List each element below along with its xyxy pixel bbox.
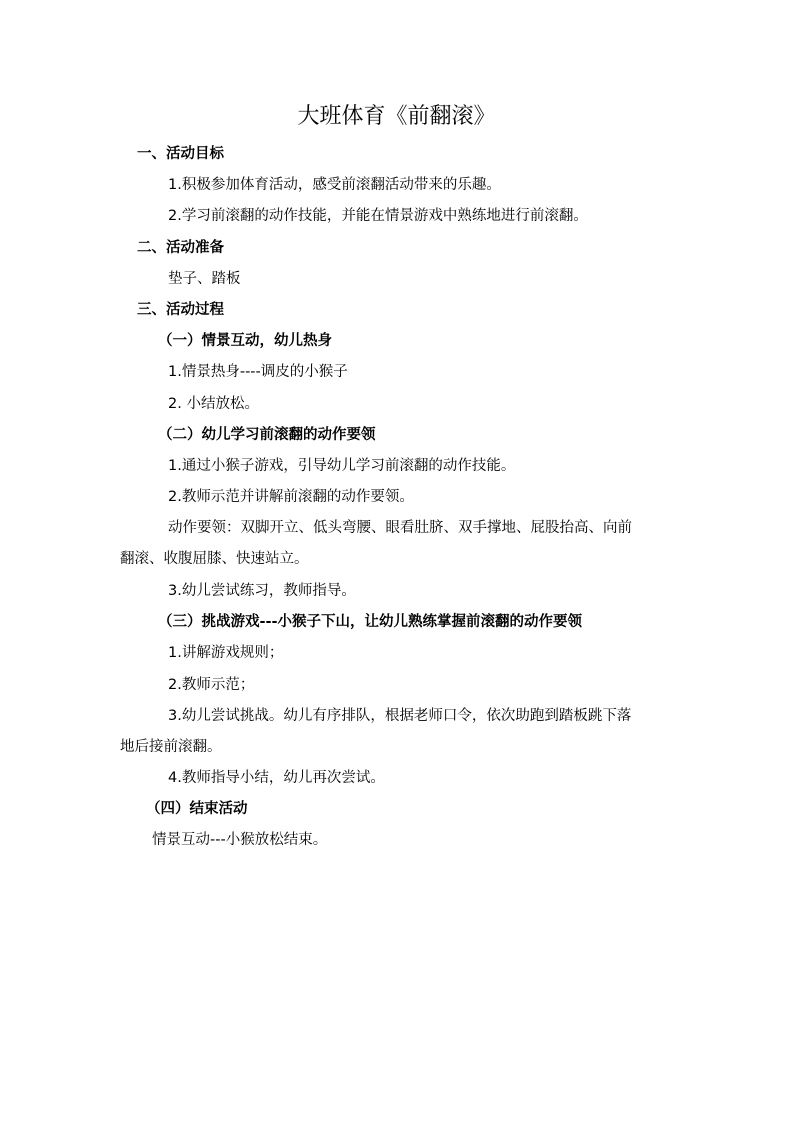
part1-step2: 2. 小结放松。: [168, 396, 259, 412]
part2-step1: 1.通过小猴子游戏，引导幼儿学习前滚翻的动作技能。: [168, 458, 516, 474]
part2-step2: 2.教师示范并讲解前滚翻的动作要领。: [168, 489, 414, 505]
part3-step4: 4.教师指导小结，幼儿再次尝试。: [168, 770, 385, 786]
part3-step3-line1: 3.幼儿尝试挑战。幼儿有序排队，根据老师口令，依次助跑到踏板跳下落: [168, 708, 632, 724]
part2-step3: 3.幼儿尝试练习，教师指导。: [168, 583, 356, 599]
part4-heading: （四）结束活动: [146, 801, 248, 817]
process-heading: 三、活动过程: [137, 302, 224, 318]
goal-1: 1.积极参加体育活动，感受前滚翻活动带来的乐趣。: [168, 177, 501, 193]
part1-step1: 1.情景热身----调皮的小猴子: [168, 364, 348, 380]
part3-step3-line2: 地后接前滚翻。: [120, 739, 222, 755]
part4-text: 情景互动---小猴放松结束。: [152, 832, 328, 848]
part3-step2: 2.教师示范；: [168, 677, 255, 693]
prep-items: 垫子、踏板: [168, 271, 241, 287]
part2-essentials-line1: 动作要领：双脚开立、低头弯腰、眼看肚脐、双手撑地、屁股抬高、向前: [168, 520, 632, 536]
document-title: 大班体育《前翻滚》: [297, 104, 496, 129]
prep-heading: 二、活动准备: [137, 240, 224, 256]
part2-essentials-line2: 翻滚、收腹屈膝、快速站立。: [120, 551, 309, 567]
part1-heading: （一）情景互动，幼儿热身: [158, 333, 332, 349]
part3-heading: （三）挑战游戏---小猴子下山，让幼儿熟练掌握前滚翻的动作要领: [158, 614, 583, 630]
goals-heading: 一、活动目标: [137, 146, 224, 162]
goal-2: 2.学习前滚翻的动作技能，并能在情景游戏中熟练地进行前滚翻。: [168, 208, 588, 224]
part3-step1: 1.讲解游戏规则；: [168, 645, 284, 661]
part2-heading: （二）幼儿学习前滚翻的动作要领: [158, 427, 376, 443]
